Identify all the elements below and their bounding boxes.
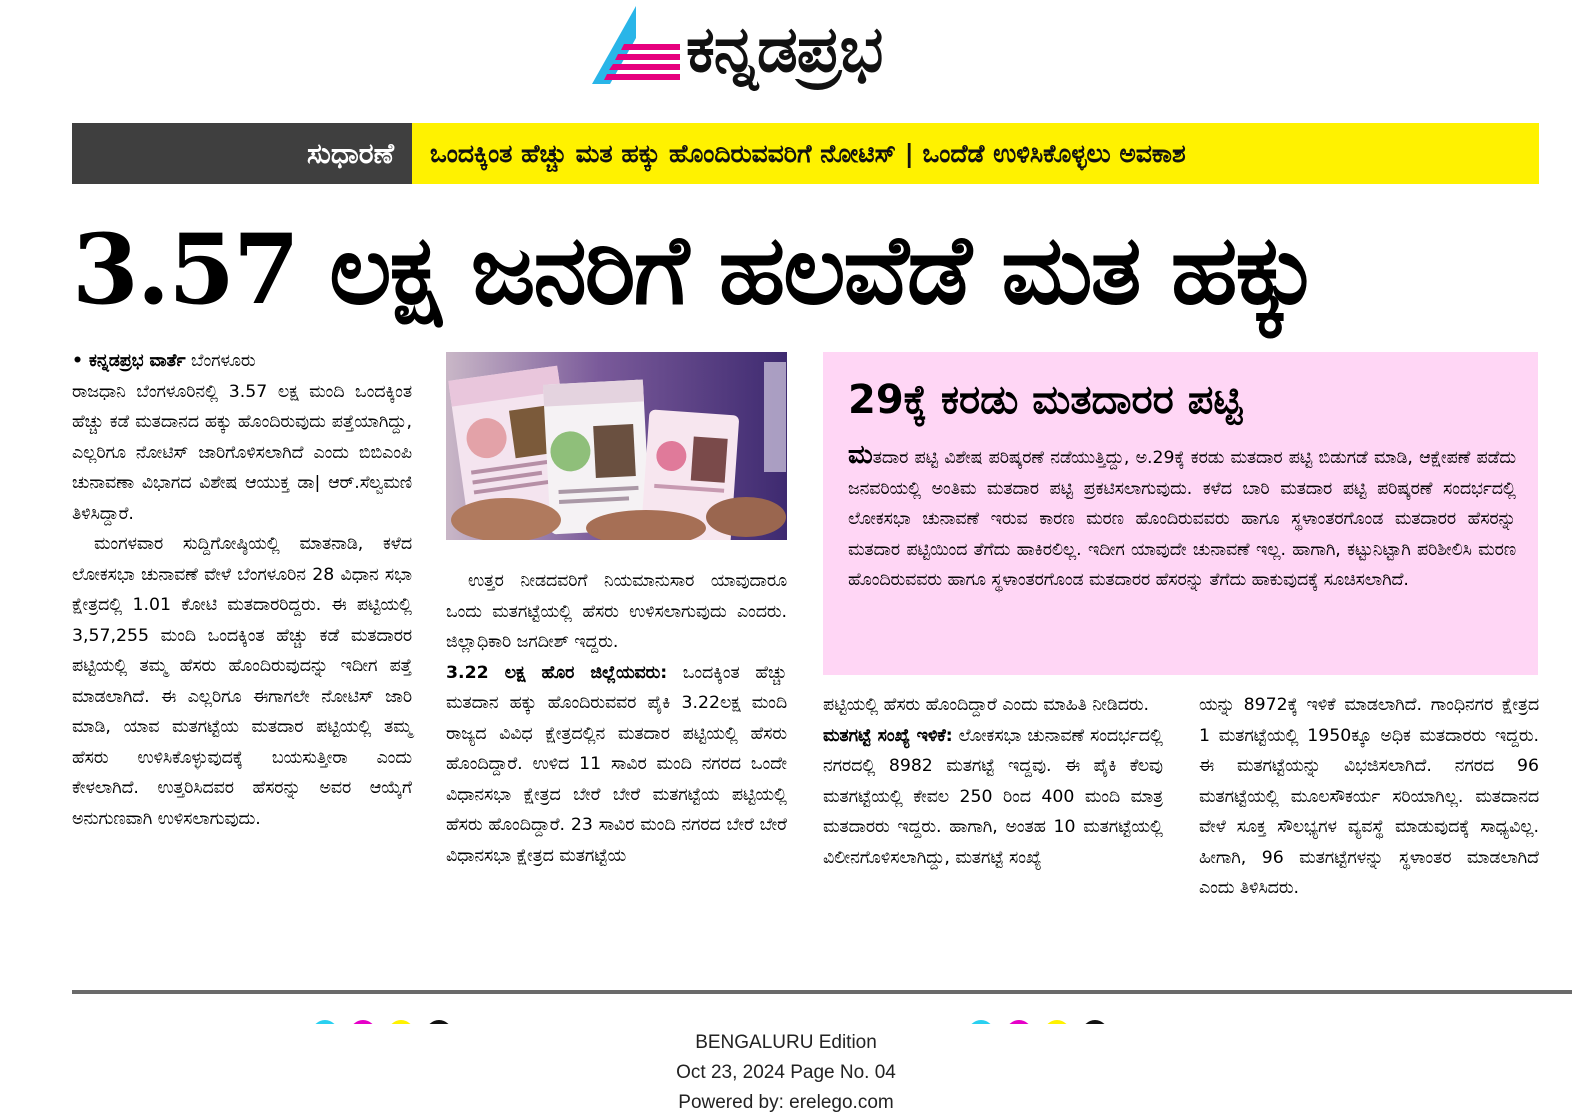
powered-by: Powered by: erelego.com <box>678 1092 894 1113</box>
masthead-logo-text: ಕನ್ನಡಪ್ರಭ <box>686 13 883 87</box>
paragraph: ರಾಜಧಾನಿ ಬೆಂಗಳೂರಿನಲ್ಲಿ 3.57 ಲಕ್ಷ ಮಂದಿ ಒಂದಕ್ಕಿಂತ ಹೆಚ್ಚು ಕಡೆ ಮತದಾನದ ಹಕ್ಕು ಹೊಂದಿರುವುದು ಪತ್ತೆಯಾಗಿದ್ದು, ಎಲ್ಲರಿಗೂ ನೋಟಿಸ್ ಜಾರಿಗೊಳಿಸಲಾಗಿದೆ ಎಂದು ಬಿಬಿಎಂಪಿ ಚುನಾವಣಾ ವಿಭಾಗದ ವಿಶೇಷ ಆಯುಕ್ತ ಡಾ| ಆರ್.ಸೆಲ್ವಮಣಿ ತಿಳಿಸಿದ್ದಾರೆ. <box>72 381 412 524</box>
logo-icon <box>588 4 684 86</box>
kicker-line: ಒಂದಕ್ಕಿಂತ ಹೆಚ್ಚು ಮತ ಹಕ್ಕು ಹೊಂದಿರುವವರಿಗೆ ನೋಟಿಸ್ | ಒಂದೆಡೆ ಉಳಿಸಿಕೊಳ್ಳಲು ಅವಕಾಶ <box>412 123 1539 184</box>
paragraph-with-subhead <box>823 721 1163 874</box>
date-page: Oct 23, 2024 Page No. 04 <box>676 1062 896 1083</box>
section-label: ಸುಧಾರಣೆ <box>72 123 412 184</box>
headline: 3.57 ಲಕ್ಷ ಜನರಿಗೆ ಹಲವೆಡೆ ಮತ ಹಕ್ಕು <box>72 213 1317 326</box>
sidebar-body <box>848 440 1516 596</box>
bottom-rule <box>72 990 1572 994</box>
paragraph-with-subhead <box>446 658 787 872</box>
article-column-4 <box>1199 690 1539 904</box>
byline-place: ಬೆಂಗಳೂರು <box>190 351 256 371</box>
paragraph: ಉತ್ತರ ನೀಡದವರಿಗೆ ನಿಯಮಾನುಸಾರ ಯಾವುದಾರೂ ಒಂದು ಮತಗಟ್ಟೆಯಲ್ಲಿ ಹೆಸರು ಉಳಿಸಲಾಗುವುದು ಎಂದರು. ಜಿಲ್ಲಾಧಿಕಾರಿ ಜಗದೀಶ್ ಇದ್ದರು. <box>446 571 787 652</box>
article-column-2 <box>446 566 787 871</box>
paragraph: ಮಂಗಳವಾರ ಸುದ್ದಿಗೋಷ್ಠಿಯಲ್ಲಿ ಮಾತನಾಡಿ, ಕಳೆದ ಲೋಕಸಭಾ ಚುನಾವಣೆ ವೇಳೆ ಬೆಂಗಳೂರಿನ 28 ವಿಧಾನ ಸಭಾ ಕ್ಷೇತ್ರದಲ್ಲಿ 1.01 ಕೋಟಿ ಮತದಾರರಿದ್ದರು. ಈ ಪಟ್ಟಿಯಲ್ಲಿ 3,57,255 ಮಂದಿ ಒಂದಕ್ಕಿಂತ ಹೆಚ್ಚು ಕಡೆ ಮತದಾರರ ಪಟ್ಟಿಯಲ್ಲಿ ತಮ್ಮ ಹೆಸರು ಹೊಂದಿರುವುದನ್ನು ಇದೀಗ ಪತ್ತೆ ಮಾಡಲಾಗಿದೆ. ಈ ಎಲ್ಲರಿಗೂ ಈಗಾಗಲೇ ನೋಟಿಸ್ ಜಾರಿ ಮಾಡಿ, ಯಾವ ಮತಗಟ್ಟೆಯ ಮತದಾರ ಪಟ್ಟಿಯಲ್ಲಿ ತಮ್ಮ ಹೆಸರು ಉಳಿಸಿಕೊಳ್ಳುವುದಕ್ಕೆ ಬಯಸುತ್ತೀರಾ ಎಂದು ಕೇಳಲಾಗಿದೆ. ಉತ್ತರಿಸಿದವರ ಹೆಸರನ್ನು ಅವರ ಆಯ್ಕೆಗೆ ಅನುಗುಣವಾಗಿ ಉಳಿಸಲಾಗುವುದು. <box>72 534 412 829</box>
news-photo <box>446 352 787 540</box>
article-column-3 <box>823 690 1163 873</box>
edition-footer <box>0 1028 1572 1118</box>
edition-name: BENGALURU Edition <box>695 1032 877 1053</box>
article-column-1 <box>72 346 412 834</box>
byline-source: • ಕನ್ನಡಪ್ರಭ ವಾರ್ತೆ <box>72 351 186 371</box>
subhead: 3.22 ಲಕ್ಷ ಹೊರ ಜಿಲ್ಲೆಯವರು: <box>446 662 668 683</box>
paragraph: ಪಟ್ಟಿಯಲ್ಲಿ ಹೆಸರು ಹೊಂದಿದ್ದಾರೆ ಎಂದು ಮಾಹಿತಿ ನೀಡಿದರು. <box>823 695 1150 715</box>
dropcap: ಮ <box>848 440 873 470</box>
paragraph: ಯನ್ನು 8972ಕ್ಕೆ ಇಳಿಕೆ ಮಾಡಲಾಗಿದೆ. ಗಾಂಧಿನಗರ ಕ್ಷೇತ್ರದ 1 ಮತಗಟ್ಟೆಯಲ್ಲಿ 1950ಕ್ಕೂ ಅಧಿಕ ಮತದಾರರು ಇದ್ದರು. ಈ ಮತಗಟ್ಟೆಯನ್ನು ವಿಭಜಿಸಲಾಗಿದೆ. ನಗರದ 96 ಮತಗಟ್ಟೆಯಲ್ಲಿ ಮೂಲಸೌಕರ್ಯ ಸರಿಯಾಗಿಲ್ಲ. ಮತದಾನದ ವೇಳೆ ಸೂಕ್ತ ಸೌಲಭ್ಯಗಳ ವ್ಯವಸ್ಥೆ ಮಾಡುವುದಕ್ಕೆ ಸಾಧ್ಯವಿಲ್ಲ. ಹೀಗಾಗಿ, 96 ಮತಗಟ್ಟೆಗಳನ್ನು ಸ್ಥಳಾಂತರ ಮಾಡಲಾಗಿದೆ ಎಂದು ತಿಳಿಸಿದರು. <box>1199 695 1539 898</box>
sidebar-text: ತದಾರ ಪಟ್ಟಿ ವಿಶೇಷ ಪರಿಷ್ಕರಣೆ ನಡೆಯುತ್ತಿದ್ದು, ಅ.29ಕ್ಕೆ ಕರಡು ಮತದಾರ ಪಟ್ಟಿ ಬಿಡುಗಡೆ ಮಾಡಿ, ಆಕ್ಷೇಪಣೆ ಪಡೆದು ಜನವರಿಯಲ್ಲಿ ಅಂತಿಮ ಮತದಾರ ಪಟ್ಟಿ ಪ್ರಕಟಿಸಲಾಗುವುದು. ಕಳೆದ ಬಾರಿ ಮತದಾರ ಪಟ್ಟಿ ಪರಿಷ್ಕರಣೆ ಸಂದರ್ಭದಲ್ಲಿ ಲೋಕಸಭಾ ಚುನಾವಣೆ ಇರುವ ಕಾರಣ ಮರಣ ಹೊಂದಿರುವವರು ಹಾಗೂ ಸ್ಥಳಾಂತರಗೊಂಡ ಮತದಾರರ ಹೆಸರನ್ನು ಮತದಾರ ಪಟ್ಟಿಯಿಂದ ತೆಗೆದು ಹಾಕಿರಲಿಲ್ಲ. ಇದೀಗ ಯಾವುದೇ ಚುನಾವಣೆ ಇಲ್ಲ. ಹಾಗಾಗಿ, ಕಟ್ಟುನಿಟ್ಟಾಗಿ ಪರಿಶೀಲಿಸಿ ಮರಣ ಹೊಂದಿರುವವರು ಹಾಗೂ ಸ್ಥಳಾಂತರಗೊಂಡ ಮತದಾರರ ಹೆಸರನ್ನು ತೆಗೆದು ಹಾಕುವುದಕ್ಕೆ ಸೂಚಿಸಲಾಗಿದೆ. <box>848 448 1516 590</box>
voter-id-cards-image <box>446 352 787 540</box>
byline <box>72 346 412 377</box>
paragraph-text: ಲೋಕಸಭಾ ಚುನಾವಣೆ ಸಂದರ್ಭದಲ್ಲಿ ನಗರದಲ್ಲಿ 8982 ಮತಗಟ್ಟೆ ಇದ್ದವು. ಈ ಪೈಕಿ ಕೆಲವು ಮತಗಟ್ಟೆಯಲ್ಲಿ ಕೇವಲ 250 ರಿಂದ 400 ಮಂದಿ ಮಾತ್ರ ಮತದಾರರು ಇದ್ದರು. ಹಾಗಾಗಿ, ಅಂತಹ 10 ಮತಗಟ್ಟೆಯಲ್ಲಿ ವಿಲೀನಗೊಳಿಸಲಾಗಿದ್ದು, ಮತಗಟ್ಟೆ ಸಂಖ್ಯೆ <box>823 725 1163 868</box>
paragraph-text: ಒಂದಕ್ಕಿಂತ ಹೆಚ್ಚು ಮತದಾನ ಹಕ್ಕು ಹೊಂದಿರುವವರ ಪೈಕಿ 3.22ಲಕ್ಷ ಮಂದಿ ರಾಜ್ಯದ ವಿವಿಧ ಕ್ಷೇತ್ರದಲ್ಲಿನ ಮತದಾರ ಪಟ್ಟಿಯಲ್ಲಿ ಹೆಸರು ಹೊಂದಿದ್ದಾರೆ. ಉಳಿದ 11 ಸಾವಿರ ಮಂದಿ ನಗರದ ಒಂದೇ ವಿಧಾನಸಭಾ ಕ್ಷೇತ್ರದ ಬೇರೆ ಬೇರೆ ಮತಗಟ್ಟೆಯ ಪಟ್ಟಿಯಲ್ಲಿ ಹೆಸರು ಹೊಂದಿದ್ದಾರೆ. 23 ಸಾವಿರ ಮಂದಿ ನಗರದ ಬೇರೆ ಬೇರೆ ವಿಧಾನಸಭಾ ಕ್ಷೇತ್ರದ ಮತಗಟ್ಟೆಯ <box>446 662 787 866</box>
sidebar-title: 29ಕ್ಕೆ ಕರಡು ಮತದಾರರ ಪಟ್ಟಿ <box>848 377 1243 423</box>
subhead: ಮತಗಟ್ಟೆ ಸಂಖ್ಯೆ ಇಳಿಕೆ: <box>823 725 953 746</box>
